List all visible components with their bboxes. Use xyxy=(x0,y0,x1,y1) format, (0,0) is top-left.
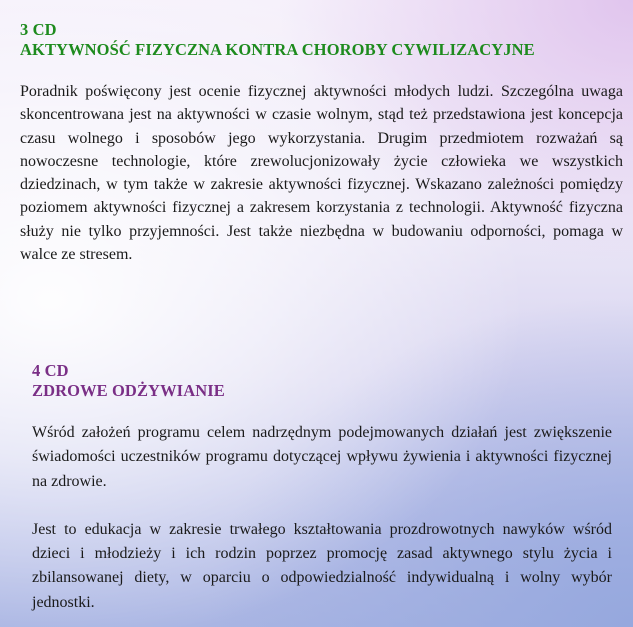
section-number: 4 CD xyxy=(32,361,69,380)
section-title: AKTYWNOŚĆ FIZYCZNA KONTRA CHOROBY CYWILIZACYJNE xyxy=(20,40,535,59)
section-description-paragraph: Wśród założeń programu celem nadrzędnym podejmowanych działań jest zwiększenie świadomości uczestników programu dotyczącej wpływu żywienia i aktywności fizycznej na zdrowie. xyxy=(32,424,612,490)
section-description-paragraph: Jest to edukacja w zakresie trwałego kształtowania prozdrowotnych nawyków wśród dzieci i młodzieży i ich rodzin poprzez promocję zasad aktywnego stylu życia i zbilansowanej diety, w oparciu o odpowiedzialność indywidualną i wolny wybór jednostki. xyxy=(32,520,612,611)
section-number: 3 CD xyxy=(20,20,57,39)
section-healthy-eating xyxy=(32,361,612,615)
section-description: Poradnik poświęcony jest ocenie fizycznej aktywności młodych ludzi. Szczególna uwaga skoncentrowana jest na aktywności w czasie wolnym, stąd też przedstawiona jest koncepcja czasu wolnego i sposobów jego wykorzystania. Drugim przedmiotem rozważań są nowoczesne technologie, które zrewolucjonizowały życie człowieka we wszystkich dziedzinach, w tym także w zakresie aktywności fizycznej. Wskazano zależności pomiędzy poziomem aktywności fizycznej a zakresem korzystania z technologii. Aktywność fizyczna służy nie tylko przyjemności. Jest także niezbędna w budowaniu odporności, pomaga w walce ze stresem. xyxy=(20,83,623,264)
section-title: ZDROWE ODŻYWIANIE xyxy=(32,381,225,400)
section-physical-activity xyxy=(20,20,623,266)
